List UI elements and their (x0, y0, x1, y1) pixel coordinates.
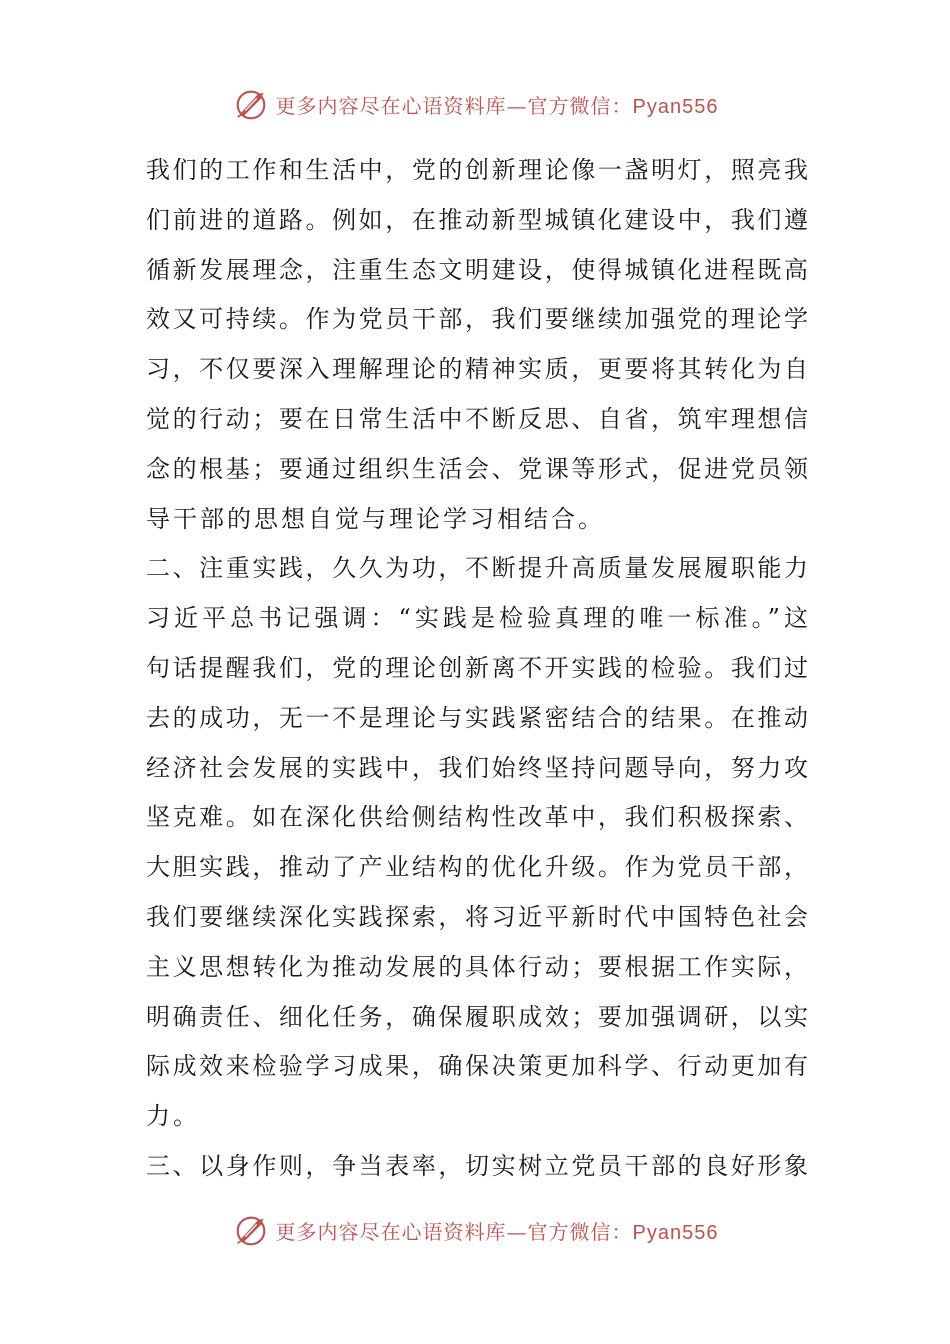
banner-dash: — (506, 93, 528, 118)
body-text-line: 习近平总书记强调：“实践是检验真理的唯一标准。”这 (146, 604, 808, 633)
body-text-line: 力。 (146, 1102, 200, 1131)
body-text-line: 念的根基；要通过组织生活会、党课等形式，促进党员领 (146, 454, 808, 483)
body-text-line: 句话提醒我们，党的理论创新离不开实践的检验。我们过 (146, 653, 808, 682)
banner-wechat-id: Pyan556 (632, 95, 719, 118)
banner-right-text: 官方微信： (527, 1219, 633, 1244)
body-text-line: 主义思想转化为推动发展的具体行动；要根据工作实际， (146, 952, 808, 981)
pen-nib-logo-icon (232, 85, 270, 123)
pen-nib-logo-icon (232, 1211, 270, 1249)
body-text-line: 们前进的道路。例如，在推动新型城镇化建设中，我们遵 (146, 205, 808, 234)
body-text-line: 大胆实践，推动了产业结构的优化升级。作为党员干部， (146, 853, 808, 882)
body-text-line: 际成效来检验学习成果，确保决策更加科学、行动更加有 (146, 1052, 808, 1081)
body-text-line: 我们要继续深化实践探索，将习近平新时代中国特色社会 (146, 902, 808, 931)
body-text-line: 去的成功，无一不是理论与实践紧密结合的结果。在推动 (146, 703, 808, 732)
footer-banner (0, 1210, 950, 1250)
body-text-line: 我们的工作和生活中，党的创新理论像一盏明灯，照亮我 (146, 156, 808, 184)
banner-left-text: 更多内容尽在心语资料库 (275, 93, 507, 118)
banner-wechat-id: Pyan556 (632, 1221, 719, 1244)
document-body (146, 146, 808, 1192)
body-text-line: 效又可持续。作为党员干部，我们要继续加强党的理论学 (146, 305, 808, 334)
header-banner (0, 84, 950, 124)
banner-text (276, 90, 719, 119)
banner-dash: — (506, 1219, 528, 1244)
body-text-line: 三、以身作则，争当表率，切实树立党员干部的良好形象 (146, 1151, 808, 1180)
body-text-line: 经济社会发展的实践中，我们始终坚持问题导向，努力攻 (146, 753, 808, 782)
body-text-line: 坚克难。如在深化供给侧结构性改革中，我们积极探索、 (146, 803, 808, 832)
banner-left-text: 更多内容尽在心语资料库 (275, 1219, 507, 1244)
banner-right-text: 官方微信： (527, 93, 633, 118)
body-text-line: 循新发展理念，注重生态文明建设，使得城镇化进程既高 (146, 255, 808, 284)
body-text-line: 觉的行动；要在日常生活中不断反思、自省，筑牢理想信 (146, 404, 808, 433)
banner-text (276, 1216, 719, 1245)
body-text-line: 二、注重实践，久久为功，不断提升高质量发展履职能力 (146, 554, 808, 583)
body-text-line: 习，不仅要深入理解理论的精神实质，更要将其转化为自 (146, 355, 808, 384)
body-text-line: 导干部的思想自觉与理论学习相结合。 (146, 504, 605, 533)
body-text-line: 明确责任、细化任务，确保履职成效；要加强调研，以实 (146, 1002, 808, 1031)
